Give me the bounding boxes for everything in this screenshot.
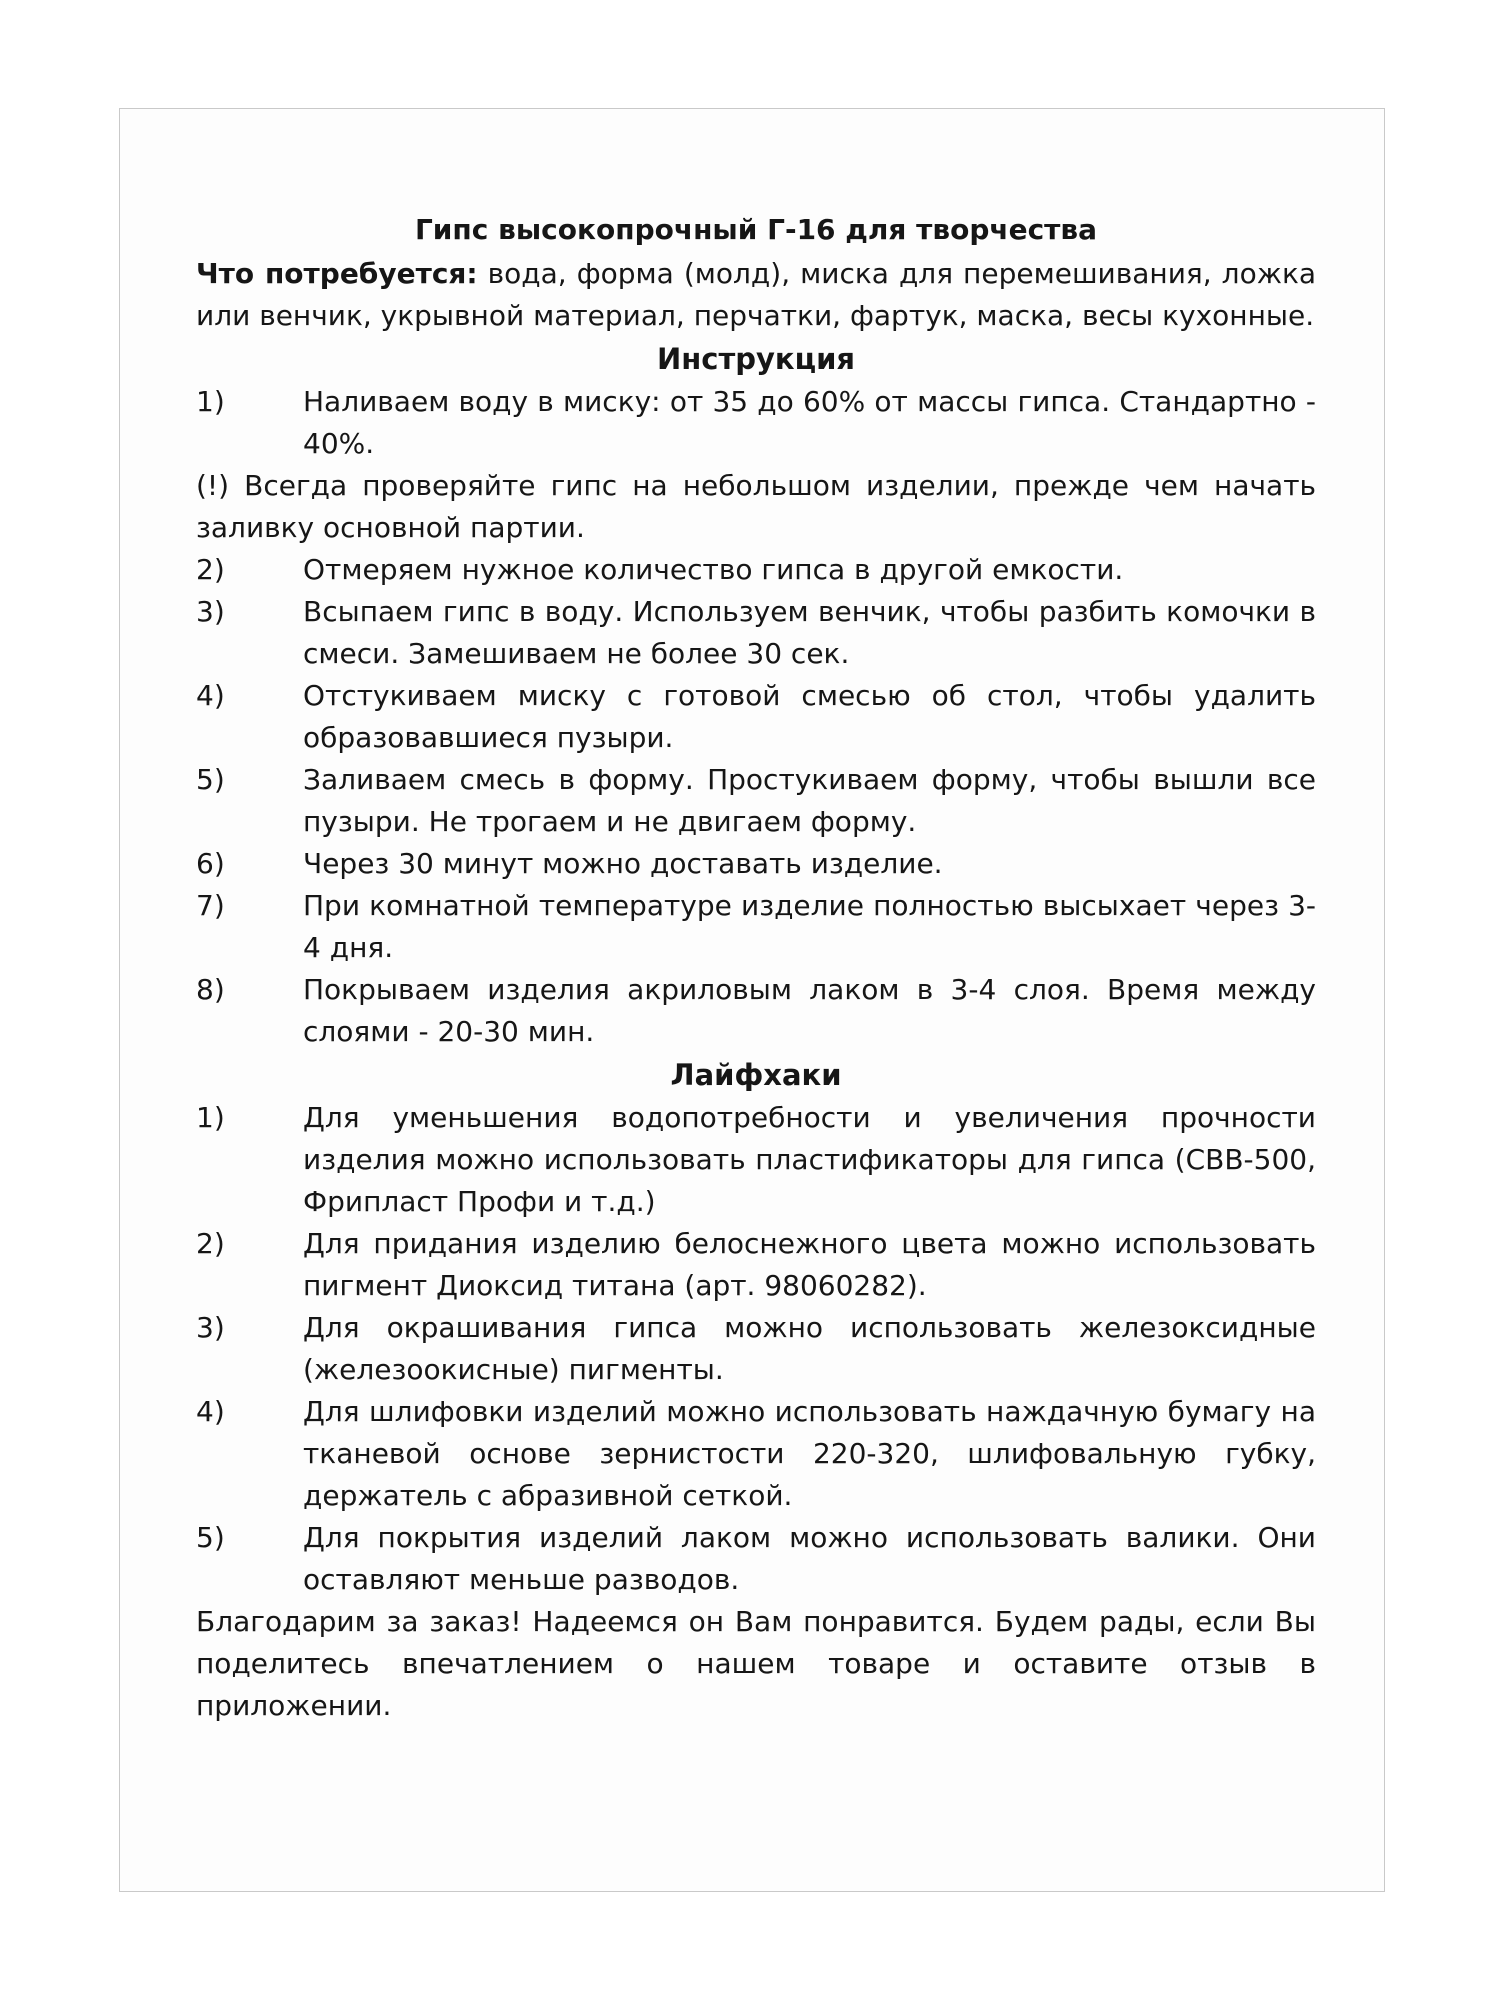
- lifehack-item: [196, 1223, 1316, 1307]
- step-number: 6): [196, 847, 225, 880]
- step-text: Отмеряем нужное количество гипса в другой емкости.: [303, 553, 1124, 586]
- instruction-sheet: [119, 108, 1385, 1892]
- step-text: При комнатной температуре изделие полностью высыхает через 3-4 дня.: [303, 889, 1316, 964]
- lifehack-number: 1): [196, 1101, 225, 1134]
- lifehacks-list: [196, 1097, 1316, 1601]
- step-text: Покрываем изделия акриловым лаком в 3-4 слоя. Время между слоями - 20-30 мин.: [303, 973, 1316, 1048]
- step-number: 2): [196, 553, 225, 586]
- instruction-step: [196, 549, 1316, 591]
- instruction-heading: Инструкция: [656, 342, 856, 376]
- instruction-step: [196, 759, 1316, 843]
- step-text: Через 30 минут можно доставать изделие.: [303, 847, 943, 880]
- closing-paragraph: Благодарим за заказ! Надеемся он Вам понравится. Будем рады, если Вы поделитесь впечатлением о нашем товаре и оставите отзыв в приложении.: [196, 1605, 1316, 1722]
- lifehack-text: Для окрашивания гипса можно использовать железоксидные (железоокисные) пигменты.: [303, 1311, 1316, 1386]
- instruction-step: [196, 885, 1316, 969]
- instruction-step: [196, 969, 1316, 1053]
- lifehack-number: 2): [196, 1227, 225, 1260]
- step-number: 8): [196, 973, 225, 1006]
- requirements-paragraph: [196, 253, 1316, 337]
- lifehack-number: 4): [196, 1395, 225, 1428]
- requirements-text: вода, форма (молд), миска для перемешивания, ложка или венчик, укрывной материал, перчатки, фартук, маска, весы кухонные.: [196, 257, 1317, 332]
- sheet-content: [196, 207, 1316, 1727]
- step-text: Всыпаем гипс в воду. Используем венчик, чтобы разбить комочки в смеси. Замешиваем не более 30 сек.: [303, 595, 1316, 670]
- step-number: 3): [196, 595, 225, 628]
- step-text: Наливаем воду в миску: от 35 до 60% от массы гипса. Стандартно - 40%.: [303, 385, 1316, 460]
- lifehack-item: [196, 1307, 1316, 1391]
- lifehack-text: Для покрытия изделий лаком можно использовать валики. Они оставляют меньше разводов.: [303, 1521, 1316, 1596]
- lifehack-text: Для шлифовки изделий можно использовать наждачную бумагу на тканевой основе зернистости 220-320, шлифовальную губку, держатель с абразивной сеткой.: [303, 1395, 1316, 1512]
- lifehack-item: [196, 1517, 1316, 1601]
- lifehacks-heading: Лайфхаки: [670, 1058, 842, 1092]
- step-text: Заливаем смесь в форму. Простукиваем форму, чтобы вышли все пузыри. Не трогаем и не двигаем форму.: [303, 763, 1316, 838]
- instruction-step: [196, 591, 1316, 675]
- lifehack-item: [196, 1391, 1316, 1517]
- step-text: Отстукиваем миску с готовой смесью об стол, чтобы удалить образовавшиеся пузыри.: [303, 679, 1316, 754]
- instruction-warning: (!) Всегда проверяйте гипс на небольшом изделии, прежде чем начать заливку основной партии.: [196, 469, 1316, 544]
- step-number: 5): [196, 763, 225, 796]
- step-number: 7): [196, 889, 225, 922]
- lifehack-text: Для придания изделию белоснежного цвета можно использовать пигмент Диоксид титана (арт. 98060282).: [303, 1227, 1316, 1302]
- lifehack-text: Для уменьшения водопотребности и увеличения прочности изделия можно использовать пластификаторы для гипса (СВВ-500, Фрипласт Профи и т.д.): [303, 1101, 1316, 1218]
- instruction-step: [196, 675, 1316, 759]
- requirements-label: Что потребуется:: [196, 257, 478, 290]
- step-number: 1): [196, 385, 225, 418]
- instruction-step: [196, 381, 1316, 465]
- lifehack-number: 3): [196, 1311, 225, 1344]
- lifehack-item: [196, 1097, 1316, 1223]
- instruction-step: [196, 843, 1316, 885]
- document-title: Гипс высокопрочный Г-16 для творчества: [414, 213, 1098, 246]
- lifehack-number: 5): [196, 1521, 225, 1554]
- instruction-list: [196, 381, 1316, 1053]
- step-number: 4): [196, 679, 225, 712]
